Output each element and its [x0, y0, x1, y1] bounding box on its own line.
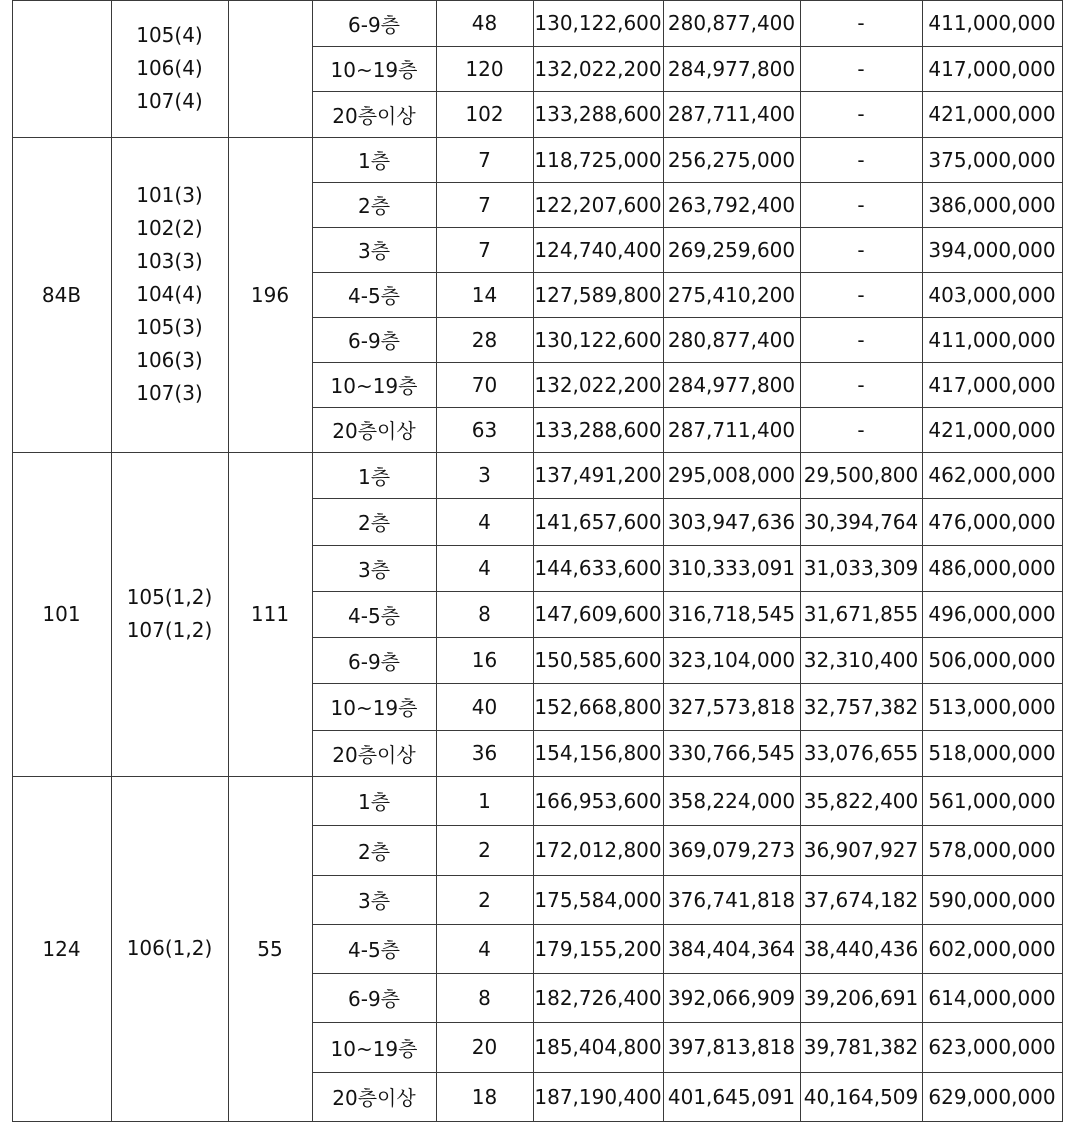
land-price-cell: 133,288,600: [534, 417, 662, 442]
vat-cell: -: [857, 102, 865, 126]
vat-cell: 32,310,400: [803, 648, 919, 672]
grid-line: [12, 776, 1063, 777]
grid-line: [800, 0, 801, 1122]
total-price-cell: 590,000,000: [928, 887, 1056, 912]
grid-line: [312, 637, 1063, 638]
grid-line: [312, 730, 1063, 731]
units-cell: 1: [478, 788, 491, 813]
unit-total-cell: [228, 0, 312, 137]
grid-line: [312, 924, 1063, 925]
land-price-cell: 124,740,400: [534, 237, 662, 262]
land-price-cell: 172,012,800: [534, 838, 662, 862]
floor-cell: 3층: [357, 557, 391, 582]
land-price-cell: 185,404,800: [534, 1035, 662, 1059]
land-price-cell: 141,657,600: [534, 509, 662, 534]
units-cell: 2: [478, 887, 491, 912]
floor-cell: 10~19층: [330, 58, 418, 82]
building-price-cell: 284,977,800: [667, 56, 796, 81]
units-cell: 20: [471, 1035, 498, 1059]
grid-line: [312, 545, 1063, 546]
vat-cell: 35,822,400: [803, 788, 919, 813]
land-price-cell: 137,491,200: [534, 463, 662, 487]
grid-line: [312, 973, 1063, 974]
building-number: 106(1,2): [126, 936, 213, 960]
vat-cell: 38,440,436: [803, 936, 919, 961]
grid-line: [312, 182, 1063, 183]
units-cell: 70: [471, 372, 498, 397]
land-price-cell: 130,122,600: [534, 11, 662, 35]
floor-cell: 6-9층: [348, 12, 400, 37]
total-price-cell: 578,000,000: [928, 838, 1056, 862]
grid-line: [312, 1022, 1063, 1023]
vat-cell: -: [857, 417, 865, 442]
building-price-cell: 280,877,400: [667, 327, 796, 352]
units-cell: 28: [471, 327, 498, 352]
type-cell: [12, 0, 111, 137]
building-number: 106(4): [136, 56, 203, 80]
land-price-cell: 147,609,600: [534, 602, 662, 626]
floor-cell: 2층: [357, 194, 391, 218]
total-price-cell: 421,000,000: [928, 417, 1056, 442]
grid-line: [312, 875, 1063, 876]
land-price-cell: 122,207,600: [534, 192, 662, 217]
units-cell: 8: [478, 985, 491, 1010]
grid-line: [312, 46, 1063, 47]
units-cell: 7: [478, 192, 491, 217]
grid-line: [12, 0, 1063, 1]
vat-cell: -: [857, 237, 865, 262]
grid-line: [312, 0, 313, 1122]
unit-total-cell: 55: [257, 936, 283, 961]
grid-line: [228, 0, 229, 1122]
building-number: 107(4): [136, 89, 203, 113]
vat-cell: 36,907,927: [803, 838, 919, 862]
land-price-cell: 150,585,600: [534, 648, 662, 672]
building-number: 107(3): [136, 381, 203, 405]
building-list-cell: [111, 137, 228, 452]
unit-total-cell: 196: [250, 282, 290, 307]
total-price-cell: 375,000,000: [928, 147, 1056, 172]
grid-line: [312, 498, 1063, 499]
building-price-cell: 358,224,000: [667, 788, 796, 813]
building-list-cell: [111, 452, 228, 776]
building-price-cell: 287,711,400: [667, 102, 796, 126]
grid-line: [922, 0, 923, 1122]
land-price-cell: 132,022,200: [534, 56, 662, 81]
floor-cell: 3층: [357, 239, 391, 263]
floor-cell: 20층이상: [332, 103, 416, 128]
total-price-cell: 561,000,000: [928, 788, 1056, 813]
grid-line: [663, 0, 664, 1122]
grid-line: [312, 227, 1063, 228]
units-cell: 48: [471, 11, 498, 35]
land-price-cell: 154,156,800: [534, 741, 662, 765]
floor-cell: 10~19층: [330, 1036, 418, 1061]
vat-cell: 29,500,800: [803, 463, 919, 487]
building-price-cell: 323,104,000: [667, 648, 796, 672]
building-price-cell: 284,977,800: [667, 372, 796, 397]
total-price-cell: 486,000,000: [928, 556, 1056, 580]
total-price-cell: 602,000,000: [928, 936, 1056, 961]
units-cell: 4: [478, 509, 491, 534]
land-price-cell: 166,953,600: [534, 788, 662, 813]
vat-cell: -: [857, 327, 865, 352]
building-number: 106(3): [136, 348, 203, 372]
floor-cell: 4-5층: [348, 603, 400, 628]
vat-cell: -: [857, 11, 865, 35]
building-list-cell: [111, 776, 228, 1121]
total-price-cell: 496,000,000: [928, 602, 1056, 626]
total-price-cell: 462,000,000: [928, 463, 1056, 487]
units-cell: 7: [478, 147, 491, 172]
units-cell: 8: [478, 602, 491, 626]
total-price-cell: 513,000,000: [928, 694, 1056, 719]
floor-cell: 6-9층: [348, 649, 400, 674]
vat-cell: -: [857, 372, 865, 397]
building-number: 105(4): [136, 23, 203, 47]
land-price-cell: 130,122,600: [534, 327, 662, 352]
total-price-cell: 518,000,000: [928, 741, 1056, 765]
vat-cell: -: [857, 192, 865, 217]
unit-total-cell: 111: [250, 602, 290, 626]
grid-line: [533, 0, 534, 1122]
units-cell: 102: [465, 102, 504, 126]
floor-cell: 20층이상: [332, 419, 416, 443]
vat-cell: 33,076,655: [803, 741, 919, 765]
total-price-cell: 629,000,000: [928, 1084, 1056, 1109]
units-cell: 2: [478, 838, 491, 862]
building-price-cell: 256,275,000: [667, 147, 796, 172]
building-price-cell: 295,008,000: [667, 463, 796, 487]
units-cell: 14: [471, 282, 498, 307]
building-price-cell: 280,877,400: [667, 11, 796, 35]
building-price-cell: 327,573,818: [667, 694, 796, 719]
units-cell: 40: [471, 694, 498, 719]
land-price-cell: 187,190,400: [534, 1084, 662, 1109]
floor-cell: 1층: [357, 464, 391, 489]
vat-cell: 30,394,764: [803, 509, 919, 534]
building-price-cell: 401,645,091: [667, 1084, 796, 1109]
vat-cell: -: [857, 282, 865, 307]
floor-cell: 4-5층: [348, 284, 400, 308]
vat-cell: 37,674,182: [803, 887, 919, 912]
vat-cell: 39,206,691: [803, 985, 919, 1010]
units-cell: 4: [478, 936, 491, 961]
building-number: 101(3): [136, 183, 203, 207]
floor-cell: 3층: [357, 889, 391, 913]
grid-line: [312, 362, 1063, 363]
building-number: 103(3): [136, 249, 203, 273]
type-cell: 101: [42, 602, 81, 626]
land-price-cell: 179,155,200: [534, 936, 662, 961]
floor-cell: 20층이상: [332, 1086, 416, 1110]
total-price-cell: 623,000,000: [928, 1035, 1056, 1059]
units-cell: 63: [471, 417, 498, 442]
total-price-cell: 411,000,000: [928, 11, 1056, 35]
grid-line: [12, 0, 13, 1122]
building-price-cell: 310,333,091: [667, 556, 796, 580]
vat-cell: 39,781,382: [803, 1035, 919, 1059]
grid-line: [436, 0, 437, 1122]
land-price-cell: 132,022,200: [534, 372, 662, 397]
building-number: 107(1,2): [126, 618, 213, 642]
floor-cell: 20층이상: [332, 742, 416, 767]
land-price-cell: 175,584,000: [534, 887, 662, 912]
grid-line: [312, 407, 1063, 408]
vat-cell: -: [857, 56, 865, 81]
building-price-cell: 269,259,600: [667, 237, 796, 262]
grid-line: [312, 683, 1063, 684]
units-cell: 4: [478, 556, 491, 580]
grid-line: [12, 452, 1063, 453]
land-price-cell: 127,589,800: [534, 282, 662, 307]
grid-line: [12, 1121, 1063, 1122]
building-price-cell: 303,947,636: [667, 509, 796, 534]
floor-cell: 1층: [357, 149, 391, 173]
building-price-cell: 316,718,545: [667, 602, 796, 626]
floor-cell: 2층: [357, 511, 391, 535]
vat-cell: 32,757,382: [803, 694, 919, 719]
vat-cell: 31,033,309: [803, 556, 919, 580]
total-price-cell: 411,000,000: [928, 327, 1056, 352]
units-cell: 7: [478, 237, 491, 262]
building-price-cell: 330,766,545: [667, 741, 796, 765]
units-cell: 3: [478, 463, 491, 487]
total-price-cell: 506,000,000: [928, 648, 1056, 672]
floor-cell: 10~19층: [330, 696, 418, 720]
vat-cell: 40,164,509: [803, 1084, 919, 1109]
total-price-cell: 386,000,000: [928, 192, 1056, 217]
building-price-cell: 263,792,400: [667, 192, 796, 217]
total-price-cell: 394,000,000: [928, 237, 1056, 262]
building-price-cell: 369,079,273: [667, 838, 796, 862]
type-cell: 84B: [41, 282, 82, 307]
building-price-cell: 287,711,400: [667, 417, 796, 442]
land-price-cell: 118,725,000: [534, 147, 662, 172]
type-cell: 124: [42, 936, 81, 961]
grid-line: [312, 1072, 1063, 1073]
total-price-cell: 421,000,000: [928, 102, 1056, 126]
land-price-cell: 152,668,800: [534, 694, 662, 719]
building-price-cell: 384,404,364: [667, 936, 796, 961]
building-price-cell: 376,741,818: [667, 887, 796, 912]
units-cell: 120: [465, 56, 504, 81]
total-price-cell: 614,000,000: [928, 985, 1056, 1010]
grid-line: [1062, 0, 1063, 1122]
grid-line: [312, 591, 1063, 592]
building-number: 104(4): [136, 282, 203, 306]
total-price-cell: 403,000,000: [928, 282, 1056, 307]
grid-line: [312, 91, 1063, 92]
floor-cell: 2층: [357, 839, 391, 864]
building-price-cell: 275,410,200: [667, 282, 796, 307]
land-price-cell: 182,726,400: [534, 985, 662, 1010]
building-number: 105(1,2): [126, 585, 213, 609]
floor-cell: 10~19층: [330, 374, 418, 398]
building-price-cell: 392,066,909: [667, 985, 796, 1010]
floor-cell: 6-9층: [348, 987, 400, 1011]
grid-line: [312, 272, 1063, 273]
grid-line: [312, 825, 1063, 826]
grid-line: [111, 0, 112, 1122]
building-number: 105(3): [136, 315, 203, 339]
grid-line: [12, 137, 1063, 138]
vat-cell: -: [857, 147, 865, 172]
floor-cell: 1층: [357, 790, 391, 814]
total-price-cell: 417,000,000: [928, 56, 1056, 81]
building-number: 102(2): [136, 216, 203, 240]
total-price-cell: 417,000,000: [928, 372, 1056, 397]
building-list-cell: [111, 0, 228, 137]
floor-cell: 6-9층: [348, 329, 400, 353]
floor-cell: 4-5층: [348, 938, 400, 962]
land-price-cell: 133,288,600: [534, 102, 662, 126]
units-cell: 18: [471, 1084, 498, 1109]
building-price-cell: 397,813,818: [667, 1035, 796, 1059]
land-price-cell: 144,633,600: [534, 556, 662, 580]
units-cell: 36: [471, 741, 498, 765]
grid-line: [312, 317, 1063, 318]
units-cell: 16: [471, 648, 498, 672]
vat-cell: 31,671,855: [803, 602, 919, 626]
total-price-cell: 476,000,000: [928, 509, 1056, 534]
